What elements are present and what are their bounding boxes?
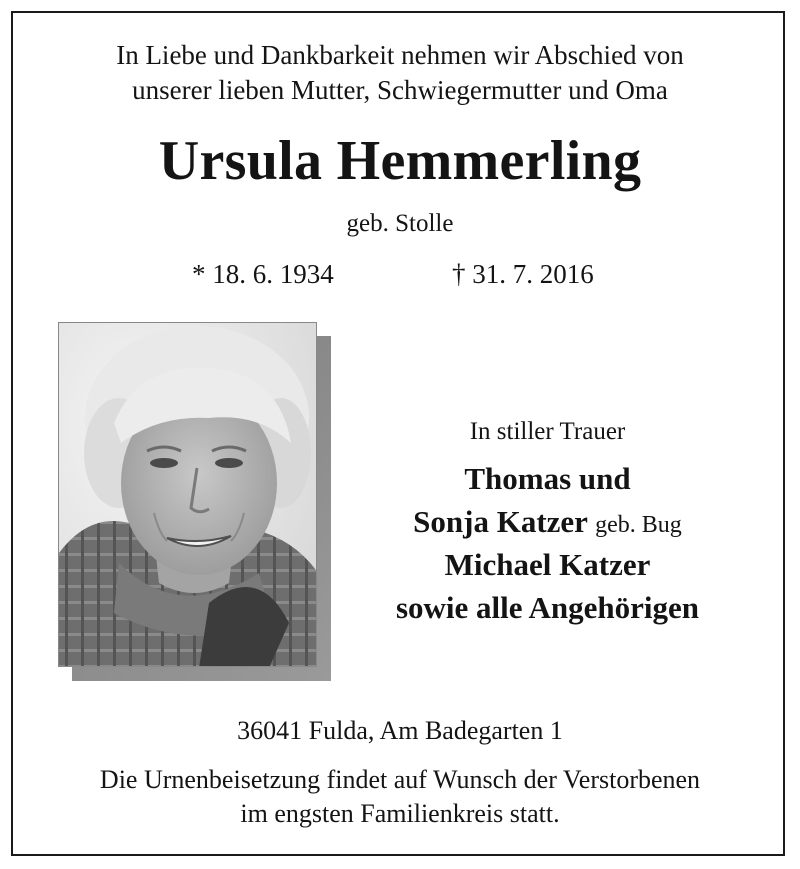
mourners-intro: In stiller Trauer: [469, 418, 626, 445]
portrait-illustration: [59, 323, 317, 667]
intro-line-2: unserer lieben Mutter, Schwiegermutter und Oma: [132, 75, 668, 105]
portrait-photo: [58, 322, 317, 667]
mourner-name-sonja: Sonja Katzer: [413, 504, 588, 539]
intro-line-1: In Liebe und Dankbarkeit nehmen wir Abschied von: [116, 40, 684, 70]
birth-date: * 18. 6. 1934: [192, 259, 334, 289]
mourner-line-3: Michael Katzer: [444, 547, 651, 582]
mourner-maiden-name: geb. Bug: [595, 512, 682, 538]
note-line-2: im engsten Familienkreis statt.: [240, 799, 560, 828]
mourner-line-2: [340, 500, 755, 547]
death-date: † 31. 7. 2016: [452, 259, 594, 289]
deceased-name: Ursula Hemmerling: [158, 130, 642, 192]
address: 36041 Fulda, Am Badegarten 1: [237, 716, 563, 745]
maiden-name: geb. Stolle: [346, 210, 454, 237]
mourner-line-4: sowie alle Angehörigen: [395, 590, 700, 625]
note-line-1: Die Urnenbeisetzung findet auf Wunsch der Verstorbenen: [99, 765, 701, 794]
mourner-line-1: Thomas und: [464, 461, 631, 496]
